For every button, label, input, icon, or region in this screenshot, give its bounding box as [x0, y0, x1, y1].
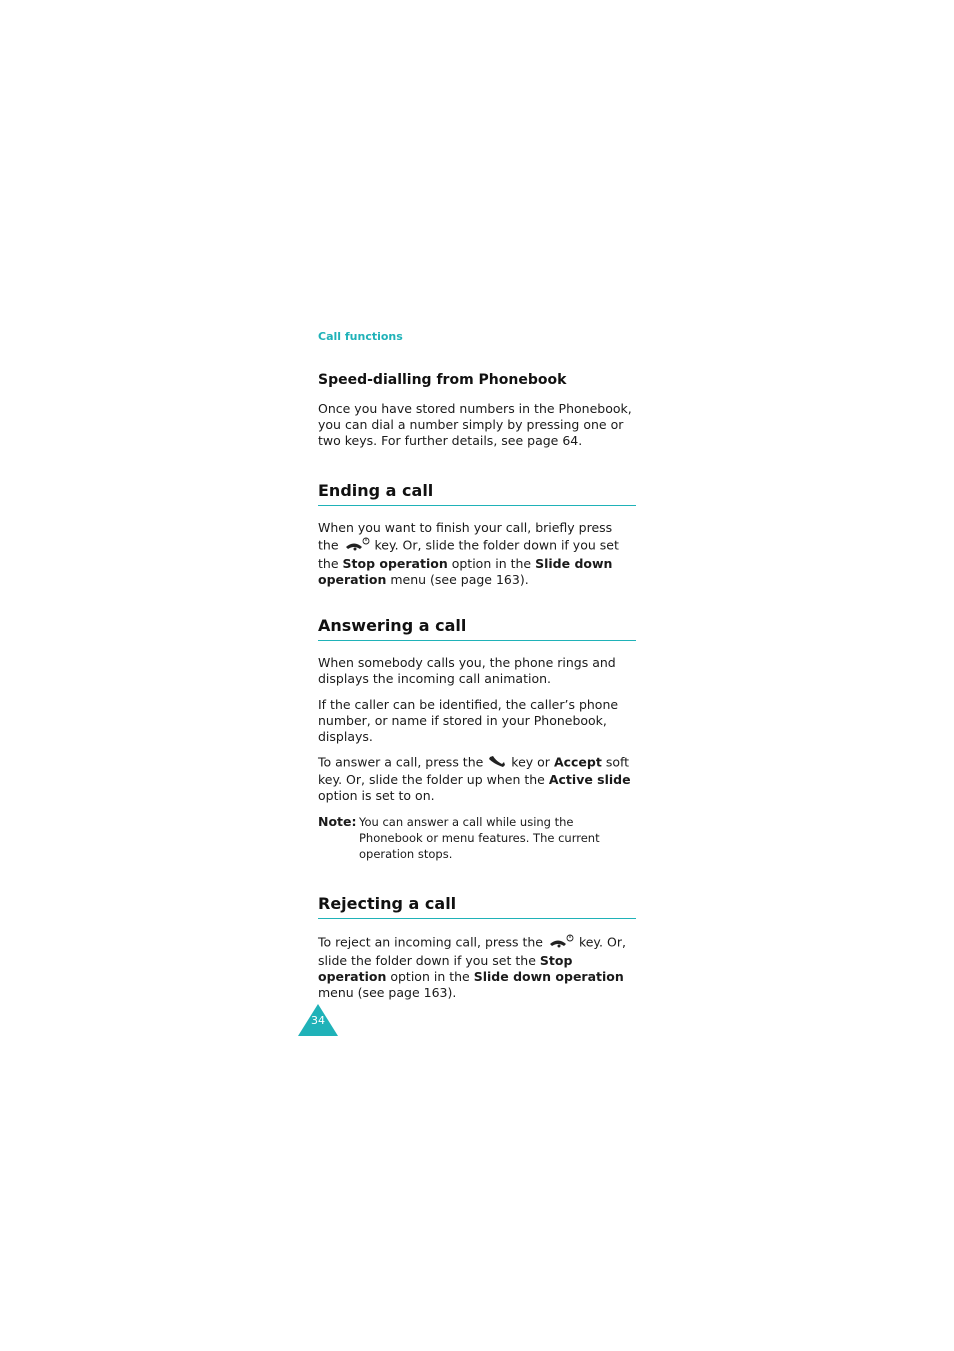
page-number: 34 [311, 1014, 325, 1027]
text-run: soft key. Or, slide the folder up when the [318, 754, 630, 787]
bold-term: Slide down operation [473, 969, 624, 984]
end-call-key-icon [343, 536, 371, 556]
text-run: To reject an incoming call, press the [318, 934, 543, 950]
text-run: key. Or, slide the folder down if you set the [318, 537, 619, 571]
text-run: menu (see page 163). [390, 572, 529, 587]
note-label: Note: [318, 814, 357, 829]
text-run: key. Or, slide the folder down if you set the [318, 934, 626, 968]
rejecting-call-body [318, 933, 636, 1001]
answering-note [318, 814, 636, 862]
speed-dial-body: Once you have stored numbers in the Phonebook, you can dial a number simply by pressing one or two keys. For further details, see page 64. [318, 401, 632, 448]
bold-term: Stop operation [318, 953, 573, 984]
answering-call-p3 [318, 754, 636, 804]
end-call-key-icon [547, 933, 575, 953]
text-run: option in the [390, 969, 470, 984]
text-run: To answer a call, press the [318, 754, 484, 770]
running-head: Call functions [318, 330, 403, 343]
answering-call-p1: When somebody calls you, the phone rings and displays the incoming call animation. [318, 655, 616, 686]
rejecting-call-heading: Rejecting a call [318, 894, 636, 919]
ending-call-body [318, 520, 636, 588]
answering-call-heading: Answering a call [318, 616, 636, 641]
bold-term: Slide down operation [318, 556, 613, 587]
bold-term: Stop operation [342, 556, 448, 571]
note-body: You can answer a call while using the Phonebook or menu features. The current operation stops. [359, 815, 600, 861]
speed-dial-heading: Speed-dialling from Phonebook [318, 372, 567, 388]
ending-call-heading: Ending a call [318, 481, 636, 506]
text-run: When you want to finish your call, briefly press the [318, 520, 613, 553]
note-label-text: Note [318, 814, 352, 829]
bold-term: Accept [553, 754, 602, 770]
answering-call-p2: If the caller can be identified, the caller’s phone number, or name if stored in your Phonebook, displays. [318, 697, 619, 744]
text-run: option is set to on. [318, 788, 435, 803]
bold-term: Active slide [548, 772, 631, 787]
text-run: menu (see page 163). [318, 985, 457, 1000]
text-run: key or [511, 754, 550, 770]
send-call-key-icon [487, 754, 507, 772]
text-run: option in the [451, 556, 532, 571]
